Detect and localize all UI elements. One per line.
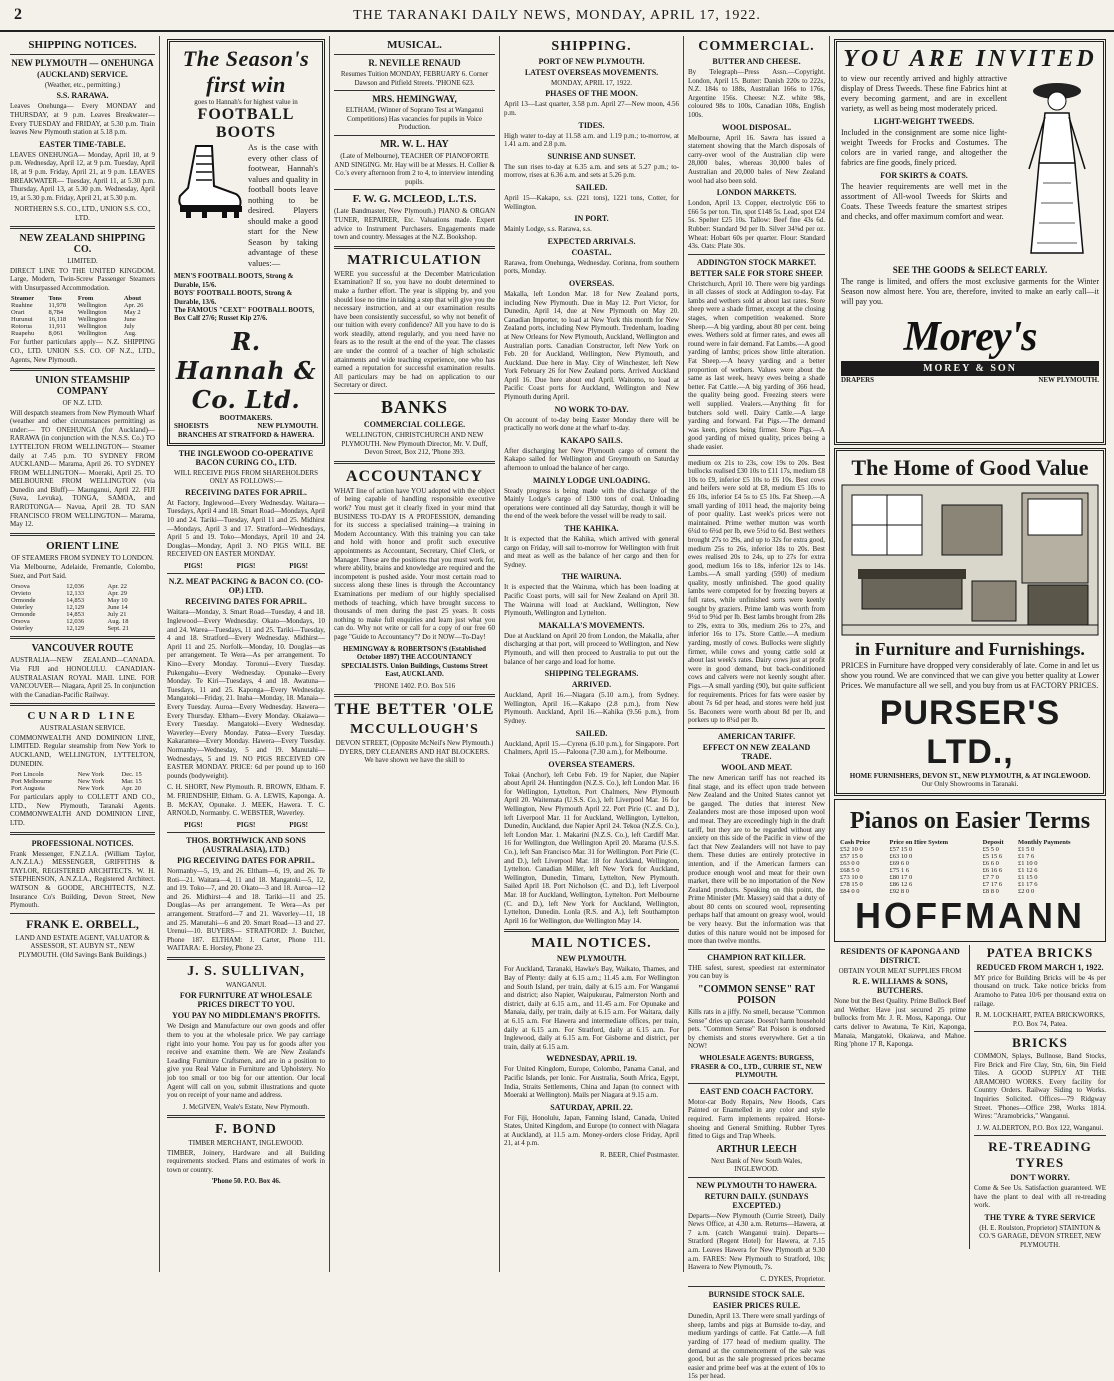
- eastend-heading: EAST END COACH FACTORY.: [699, 1086, 814, 1096]
- table-row: Hurunui 16,118 Wellington June: [11, 316, 136, 324]
- table-row: Port Lincoln New York Dec. 15: [11, 771, 142, 779]
- table-row: Ruapehu 8,061 Wellington Aug.: [11, 330, 137, 338]
- cunard-body: COMMONWEALTH AND DOMINION LINE, LIMITED. Regular steamship from New York to AUCKLAND, WELLINGTON, LYTTELTON, DUNEDIN.: [10, 733, 155, 768]
- column-shipping-notices: [6, 36, 160, 1272]
- sailed2-heading: SAILED.: [575, 728, 608, 738]
- hannah-right: NEW PLYMOUTH.: [257, 422, 318, 431]
- coastal-body: Rarawa, from Onehunga, Wednesday. Corinna, from southern ports, Monday.: [504, 258, 679, 276]
- piano-table-header: Price on Hire System: [889, 838, 949, 846]
- column-commercial: [684, 36, 830, 1381]
- rat-name: "COMMON SENSE" RAT POISON: [697, 984, 816, 1007]
- hawera-title: NEW PLYMOUTH TO HAWERA.: [696, 1180, 817, 1190]
- market-body: medium ox 21s to 23s, cow 19s to 20s. Best bullocks realised £30 10s to £11 17s, medium £8 10s to £9, inferior £5 10s to £6 10s. Best cows and heifers were sold at £8, medium £5 10s to £6 10s, inferior £4 5s to £5 10s. Fat Sheep.—A small yarding of 1011 head, the majority being of poor quality. Last week's prices were not maintained. Prime wether mutton was worth 6¼d to 6½d per lb, ewe 5½d to 6d. Best wethers brought 27s to 29s, and up to 32s for extra good, medium 25s to 26s, inferior 18s to 20s. Best ewes realised 20s to 24s, up to 27s for extra good, medium 16s to 18s, inferior 12s to 14s. Lambs.—A small yarding (590) of medium quality, mostly unfinished. The good quality lambs were competed for by freezing buyers at full rates, while unfinished sorts were keenly sought by graziers. Prime lamb was worth from 9½d to 9¾d per lb. Best lambs brought from 28s to 29s, extra to 30s, medium 26s to 27s, and inferior 16s to 17s. Store Cattle.—A medium yarding, mostly of cows. Bullocks were slightly firmer, while cows and young cattle sold at about last week's rates. Dairy cows just at profit were in good demand, but back-conditioned cows and calvers were not keenly sought after. Pigs.—A small yarding (90), but quite sufficient for requirements. Prices for fats were easier by about 7s 6d per head, and stores were held just 5s. Baconers were worth about 8d per lb, and porkers up to 8¼d per lb.: [688, 458, 825, 725]
- moreys-sub: MOREY & SON: [841, 361, 1099, 376]
- borthwick-body: Normanby—5, 19, and 26. Eltham—6, 19, and 26. Te Roti—21. Waitara—4, 11 and 18. Mangatoki—5, 12, and 19. Toko—7, and 20. Okato—3 and 18. Auroa—12 and 26. Midhirst—4 and 18. Tariki—11 and 25. Douglas—As per arrangement. Te Wera—As per arrangement. Stratford—7 and 21. Waverley—11, 18 and 25. Manutahi—6 and 20. Smart Road—13 and 27. Urenui—10. BUYERS— STRATFORD: J. Butcher, Phone 187. ELTHAM: J. Carter, Phone 111. WAITARA: E. Horsley, Phone 23.: [167, 867, 325, 953]
- rat-heading: CHAMPION RAT KILLER.: [707, 952, 806, 962]
- patea-title: PATEA BRICKS: [986, 944, 1094, 960]
- lw-heading: LIGHT-WEIGHT TWEEDS.: [873, 117, 975, 126]
- wairuna-heading: THE WAIRUNA.: [561, 572, 622, 582]
- invited-body: to view our recently arrived and highly attractive display of Dress Tweeds. These fine Fabrics hint at every becoming garment, and are in excellent variety, as well as being most moderately priced.: [841, 74, 1007, 113]
- moreys-ad: [834, 39, 1106, 445]
- hemingway-robertson: HEMINGWAY & ROBERTSON'S (Established October 1897) THE ACCOUNTANCY SPECIALISTS. Union Buildings, Customs Street East, AUCKLAND.: [341, 644, 488, 679]
- hemingway-title: MRS. HEMINGWAY,: [372, 94, 457, 105]
- london-heading: LONDON MARKETS.: [716, 188, 797, 198]
- addington-heading: ADDINGTON STOCK MARKET.: [697, 257, 816, 267]
- accountancy-body: WHAT line of action have YOU adopted with the object of being capable of handling responsible executive work? You must get it clearly fixed in your mind that BUSINESS TO-DAY IS A PROFESSION, demanding for its success a specialised training—a training in Modern Accountancy. With this training you can take and hold with honor and profit such executive appointments as Accountant, Secretary, Chief Clerk, or Manager. These are the positions that you must work for, where ability, brains and knowledge are required and the incompetent is pushed aside. Your most certain road to success along these lines is through the Accountancy Examinations per medium of our highly specialised methods of teaching, which have brought success to thousands of men during the past 25 years. It costs nothing to make full enquiries and learn just what you can do. Why not write or call for a copy of our free 60 page "Guide to Accountancy"? Do it NOW—To-Day!: [334, 486, 495, 641]
- pigs-label: PIGS!: [289, 820, 308, 829]
- sullivan-place: WANGANUI.: [225, 981, 267, 990]
- piano-table: [839, 839, 1101, 895]
- matric-body: WERE you successful at the December Matriculation Examination? If so, you have no doubt determined to make a further effort. The year is slipping by, and you should lose no time in taking a step that will give you the necessary instruction, and at our examination results have been consistently successful, so why not benefit of our tuition with every confidence? All you have to do is work steadily, attend regularly, and you need have no fears as to the result at the end of the year. The classes are under the control of a teacher of high scholastic attainments and wide teaching experience, one who has earned a reputation for successful examination results. All particulars may be had on application to our Secretary or direct.: [334, 269, 495, 390]
- rat-body2: Kills rats in a jiffy. No smell, because "Common Sense" dries up carcase. Doesn't harm household pets. "Common Sense" Rat Poison is endorsed by chemists and stores everywhere. Get a tin NOW!: [688, 1008, 825, 1051]
- page-number: 2: [14, 6, 22, 23]
- moreys-logo: Morey's: [903, 314, 1037, 360]
- table-row: Port Augusta New York Apr. 20: [11, 785, 142, 793]
- boot-price: The FAMOUS "CEXT" FOOTBALL BOOTS, Box Calf 27/6; Russet Kip 27/6.: [174, 306, 315, 323]
- orbell-title: FRANK E. ORBELL,: [26, 916, 139, 931]
- orient-table: [10, 583, 155, 632]
- vancouver-title: VANCOUVER ROUTE: [31, 643, 134, 655]
- table-row: £57 15 0 £63 10 0 £5 15 6 £1 7 6: [840, 852, 1035, 860]
- inport-body: Mainly Lodge, s.s. Rarawa, s.s.: [504, 225, 592, 234]
- oversteamers-heading: OVERSEA STEAMERS.: [548, 759, 635, 769]
- kakapo-body: After discharging her New Plymouth cargo of cement the Kakapo sailed for Wellington and Greymouth on Saturday afternoon to unload the balance of her cargo.: [504, 446, 679, 473]
- piano-table-header: Monthly Payments: [1018, 838, 1071, 846]
- oversteamers-body: Tokai (Anchor), left Cebu Feb. 19 for Napier, due Napier about April 24. Huntingdon (N.Z.S. Co.), left London Mar. 16 for Wellington, Lyttelton, Port Chalmers, New Plymouth April 20. Waitemata (U.S.S. Co.), left Liverpool Mar. 16 for Wellington, New Plymouth April 22. Port Pirie (C. and D.), left Liverpool Mar. 11 for Auckland, Wellington, Lyttelton, Dunedin, Auckland, due Napier April 24. Tekoa (N.Z.S. Co.), left London Mar. 1. Makarini (N.Z.S. Co.), left Cardiff Mar. 16 for Wellington, due Wellington April 20. Marama (U.S.S. Co.), left San Francisco Mar. 31 for Wellington. Port Pirie (C. and D.), left Liverpool Mar. 18 for Auckland, Wellington, Lyttelton. Canadian Miller, left New York for Auckland, Wellington, Dunedin, Timaru, Lyttelton, New Plymouth. Sailed April 18. Port Nicholson (C. and D.), left Liverpool Mar. 18 for Auckland, Wellington, Lyttelton. Port Melbourne (C. and D.), left New York for Auckland, Wellington, Lyttelton, Dunedin. Lonla (R.S. and A.), left Southampton April 16 for Wellington, due Wellington May 14.: [504, 770, 679, 925]
- table-row: Orsova 12,036 Apr. 22: [11, 583, 128, 591]
- wairuna-body: It is expected that the Wairuna, which has been loading at Pacific Coast ports, will sail for New Zealand on April 30. The Wairuna will load at Auckland, Wellington, New Plymouth, Wellington and Lyttelton.: [504, 583, 679, 618]
- hemingway-footer: 'PHONE 1402. P.O. Box 516: [373, 681, 456, 690]
- tariff-sub2: WOOL AND MEAT.: [720, 762, 793, 772]
- union-body: Will despatch steamers from New Plymouth Wharf (weather and other circumstances permitting) as under:— TO ONEHUNGA (for Auckland)— RARAWA (in conjunction with the N.S.S. Co.) TO LYTTELTON FROM WELLINGTON— Steamer daily at 7.45 p.m. TO SYDNEY FROM AUCKLAND— Marama, April 26. TO SYDNEY FROM WELLINGTON— Moeraki, April 25. TO MELBOURNE FROM WELLINGTON (via Dunedin and Bluff)— Maunganui, April 22. FIJI (Suva, Levuka), TONGA, SAMOA, and RAROTONGA— Navua, April 28. TO SAN FRANCISCO FROM WELLINGTON— Marama, May 12.: [10, 408, 155, 529]
- easter-timetable-body: LEAVES ONEHUNGA— Monday, April 10, at 9 p.m. Wednesday, April 12, at 9 p.m. Tuesday, April 18, at 9 p.m. Friday, April 21, at 9 p.m. LEAVES BREAKWATER— Tuesday, April 11, at 5.30 p.m. Thursday, April 13, at 5.30 p.m. Wednesday, April 19, at 5.30 p.m. Friday, April 21, at 5.30 p.m.: [10, 150, 155, 202]
- patea-owner: R. M. LOCKHART, PATEA BRICKWORKS, P.O. Box 74, Patea.: [975, 1011, 1105, 1028]
- kaponga-body: OBTAIN YOUR MEAT SUPPLIES FROM: [838, 966, 962, 975]
- pigs-label: PIGS!: [289, 562, 308, 571]
- makalla-body: Due at Auckland on April 20 from London, the Makalla, after discharging at that port, will proceed to Wellington, and New Plymouth, and will then proceed to Australia to put out the balance of her cargo and load for home.: [504, 631, 679, 666]
- table-row: Osterley 12,129 June 14: [11, 604, 128, 612]
- kaponga-body2: None but the Best Quality. Prime Bullock Beef and Wether. Have just secured 25 prime bullocks from Mr. J. R. Moss, Kaponga. Our carts deliver to Awatuna, Te Kiri, Kaponga, Manaia, Mangatoki, Okaiawa, and Mahoe. Ring 'phone 17 R, Kaponga.: [834, 997, 966, 1049]
- kaponga-firm: R. E. WILLIAMS & SONS, BUTCHERS.: [852, 977, 948, 996]
- wool-body: Melbourne, April 16. Sawra has issued a statement showing that the March disposals of carry-over wool of the Australian clip were 28,000 bales, whereas 30,000 bales of Australian and 20,000 bales of New Zealand wool had also been sold.: [688, 133, 825, 185]
- hoffmann-ad: [834, 799, 1106, 942]
- arrived-heading: ARRIVED.: [571, 680, 612, 690]
- union-sub: OF N.Z. LTD.: [62, 399, 103, 408]
- coastal-heading: COASTAL.: [571, 247, 612, 257]
- table-row: £63 0 0 £69 6 0 £6 6 0 £1 10 0: [840, 859, 1038, 867]
- banks-body: WELLINGTON, CHRISTCHURCH AND NEW PLYMOUTH. New Plymouth Director, Mr. V. Duff, Devon Street, Box 212, 'Phone 393.: [341, 431, 488, 457]
- nzmeat-agents: C. H. SHORT, New Plymouth. R. BROWN, Eltham. F. M. FRIENDSHIP, Eltham. G. A. LEWIS, Kaponga. A. B. McKAY, Opunake. J. MEEK, Hawera. T. C. ARNOLD, Normanby. C. WEBSTER, Waverley.: [167, 783, 325, 818]
- table-row: £78 15 0 £86 12 6 £7 17 6 £1 17 6: [840, 880, 1038, 888]
- hannah-ad-body: As is the case with every other class of footwear, Hannah's values and quality in football boots leave nothing to be desired. Players should make a good start for the New Season by taking advantage of these values:—: [248, 143, 318, 268]
- addington-sub: BETTER SALE FOR STORE SHEEP.: [690, 268, 823, 278]
- onehunga-weather: (Weather, etc., permitting.): [44, 81, 121, 89]
- pianos-heading: Pianos on Easier Terms: [849, 807, 1091, 834]
- pursers-logo: PURSER'S LTD.,: [879, 694, 1061, 771]
- shipping-notices-heading: SHIPPING NOTICES.: [28, 39, 137, 51]
- union-title: UNION STEAMSHIP COMPANY: [35, 375, 130, 398]
- mcleod-title: F. W. G. MCLEOD, L.T.S.: [352, 193, 477, 206]
- patea-sub: REDUCED FROM MARCH 1, 1922.: [976, 962, 1104, 972]
- hoffmann-logo: HOFFMANN: [855, 894, 1085, 936]
- select-heading: SEE THE GOODS & SELECT EARLY.: [892, 265, 1048, 275]
- table-row: Ormonde 14,853 July 21: [11, 611, 127, 619]
- woman-figure-icon: [1013, 73, 1099, 263]
- orbell-body: LAND AND ESTATE AGENT, VALUATOR & ASSESSOR, ST. AUBYN ST., NEW PLYMOUTH. (Old Savings Bank Buildings.): [15, 933, 150, 959]
- easter-timetable-heading: EASTER TIME-TABLE.: [39, 139, 126, 149]
- addington-body: Christchurch, April 10. There were big yardings in all classes of stock at Addington to-day. Fat lambs and wethers sold at about last rates. Store sheep were a shade firmer, except at the closing stages, when competition weakened. Store Sheep.—A big yarding, about 80 per cent. being ewes. Wethers sold at firmer rates, and ewes all round were in fair demand. Fat Lambs.—A good yarding of lambs; prices show little alteration. Fat Sheep.—A heavy yarding and a better proportion of wethers. Values were about the same as last week, heavy ewes being a shade better. Fat Cattle.—A big yarding of 366 head, the quality being good. Freezing steers were well supplied. Vealers.—Anything fit for butchers sold well. Dairy Cattle.—A large yarding and forward. Fat Pigs.—The demand was keen, prices being firmer. Store Pigs.—A good yarding of mixed quality, prices being a shade easier.: [688, 279, 825, 451]
- banks-sub: COMMERCIAL COLLEGE.: [363, 420, 466, 430]
- pigs-label: PIGS!: [236, 562, 256, 571]
- hay-title: MR. W. L. HAY: [380, 138, 449, 150]
- borthwick-title: THOS. BORTHWICK AND SONS (AUSTRALASIA), LTD.): [186, 836, 306, 855]
- onehunga-title: NEW PLYMOUTH — ONEHUNGA: [11, 58, 154, 68]
- phases-body: April 13—Last quarter, 3.58 p.m. April 27—New moon, 4.56 p.m.: [504, 100, 679, 117]
- nowork-body: On account of to-day being Easter Monday there will be practically no work done at the wharf to-day.: [504, 415, 679, 433]
- onehunga-ship: S.S. RARAWA.: [56, 91, 109, 101]
- kahika-body: It is expected that the Kahika, which arrived with general cargo on Friday, will sail to-morrow for Wellington with fruit and meat as well as the balance of her cargo and then for Sydney.: [504, 535, 679, 569]
- nz-table-header: About: [123, 295, 142, 303]
- hannah-ad-lead: goes to Hannah's for highest value in: [194, 98, 298, 106]
- nz-shipping-title: NEW ZEALAND SHIPPING CO.: [19, 233, 146, 256]
- bond-footer: 'Phone 50. P.O. Box 46.: [211, 1177, 281, 1186]
- butter-body: By Telegraph—Press Assn.—Copyright. London, April 15. Butter: Danish 220s to 222s, N.Z. 184s to 188s, Australian 166s to 176s, Argentine 156s. Cheese: N.Z. white 98s, coloured 98s to 100s, Canadian 108s, English 100s.: [688, 68, 825, 119]
- table-row: Rotorua 11,911 Wellington July: [11, 323, 135, 331]
- tariff-heading: AMERICAN TARIFF.: [717, 731, 796, 741]
- masthead-title: THE TARANAKI DAILY NEWS, MONDAY, APRIL 17, 1922.: [353, 8, 761, 23]
- hawera-prop: C. DYKES, Proprietor.: [760, 1274, 825, 1283]
- furniture-room-icon: [842, 485, 1098, 635]
- renaud-title: R. NEVILLE RENAUD: [368, 58, 461, 68]
- table-row: Orsova 12,036 Aug. 18: [11, 618, 129, 626]
- cunard-table: [10, 771, 155, 792]
- mccullough-title: MCCULLOUGH'S: [350, 722, 479, 738]
- retread-title: RE-TREADING TYRES: [988, 1139, 1092, 1171]
- tides-heading: TIDES.: [578, 120, 605, 130]
- skirts-body: The heavier requirements are well met in the assortment of All-wool Tweeds for Skirts and Coats. These Tweeds feature the smartest stripes and checks, and offer maximum comfort and wear.: [841, 182, 1007, 221]
- phases-heading: PHASES OF THE MOON.: [545, 89, 638, 99]
- wed-heading: WEDNESDAY, APRIL 19.: [546, 1054, 637, 1064]
- mccullough-body: DEVON STREET, (Opposite McNeil's New Plymouth.) DYERS, DRY CLEANERS AND HAT BLOCKERS. We have shown we have the skill to: [335, 739, 494, 765]
- coop-body: At Factory, Inglewood—Every Wednesday. Waitara—Tuesdays, April 4 and 18. Smart Road—Mondays, April 10 and 24. Tariki—Tuesday, April 11 and 25. Midhirst—Mondays, April 3 and 17. Stratford—Wednesdays, April 5 and 19. Toko—Mondays, April 10 and 24. Douglas—Monday, April 3. NO PIGS WILL BE RECEIVED ON EASTER MONDAY.: [167, 498, 325, 559]
- onehunga-footer: NORTHERN S.S. CO., LTD., UNION S.S. CO., LTD.: [14, 205, 151, 222]
- kaponga-title: RESIDENTS OF KAPONGA AND DISTRICT.: [840, 946, 960, 965]
- sailed-body: April 15—Kakapo, s.s. (221 tons), 1221 tons, Cotter, for Wellington.: [504, 193, 679, 211]
- coop-heading: RECEIVING DATES FOR APRIL.: [185, 487, 307, 497]
- mail-body: For Auckland, Taranaki, Hawke's Bay, Waikato, Thames, and Bay of Plenty: daily at 6.15 a.m.; 11.45 a.m. For Wellington and South Island, per train, daily at 6.15 a.m. For Wanganui and district; also Napier, Waipukurau, Palmerston North and district, daily at 6.15 a.m., and 11.45 a.m. For Opunake and Manaia, daily, per train, daily at 6.15 a.m. For Waitara, daily at 6.15 a.m. For Hawera and intermediate offices, per train, daily at 6.15 a.m. For Stratford, daily at 6.15 a.m. For Inglewood, daily at 6.15 a.m. For Gisborne and district, per train, daily at 6.15 a.m.: [504, 965, 679, 1051]
- retread-owner: (H. E. Roulston, Proprietor) STAINTON & CO.'S GARAGE, DEVON STREET, NEW PLYMOUTH.: [979, 1223, 1101, 1249]
- mail-heading: MAIL NOTICES.: [531, 936, 652, 952]
- nz-table-header: Steamer: [11, 295, 35, 303]
- butter-heading: BUTTER AND CHEESE.: [712, 57, 801, 66]
- column-hannah-ads: [163, 36, 330, 1272]
- coop-sub: WILL RECEIVE PIGS FROM SHAREHOLDERS ONLY AS FOLLOWS:—: [173, 469, 319, 486]
- burnside-heading: BURNSIDE STOCK SALE.: [708, 1290, 805, 1300]
- borthwick-heading: PIG RECEIVING DATES FOR APRIL.: [177, 856, 315, 866]
- retread-body: Come & See Us. Satisfaction guaranteed. WE have the plant to deal with all re-treading work.: [974, 1184, 1106, 1210]
- boot-price: MEN'S FOOTBALL BOOTS, Strong & Durable, 15/6.: [174, 272, 294, 289]
- table-row: Ormonde 14,853 May 10: [11, 597, 128, 605]
- mainly-heading: MAINLY LODGE UNLOADING.: [533, 475, 650, 485]
- cunard-footer: For particulars apply to COLLETT AND CO., LTD., New Plymouth, Taranaki Agents. COMMONWEALTH AND DOMINION LINE, LTD.: [10, 793, 155, 827]
- pursers-sub: HOME FURNISHERS, DEVON ST., NEW PLYMOUTH, & AT INGLEWOOD.: [849, 772, 1091, 780]
- tides-body: High water to-day at 11.58 a.m. and 1.19 p.m.; to-morrow, at 1.41 a.m. and 2.8 p.m.: [504, 131, 679, 149]
- banks-title: BANKS: [380, 397, 448, 418]
- table-row: Orvieto 12,133 Apr. 29: [11, 590, 128, 598]
- hannah-ad: [167, 39, 325, 446]
- column-shipping-news: [500, 36, 684, 1272]
- skirts-heading: FOR SKIRTS & COATS.: [880, 171, 968, 180]
- piano-table-header: Cash Price: [840, 838, 871, 846]
- cunard-sub: AUSTRALASIAN SERVICE.: [39, 724, 126, 733]
- table-row: Orari 8,784 Wellington May 2: [11, 309, 141, 317]
- makalla-heading: MAKALLA'S MOVEMENTS.: [538, 620, 645, 630]
- hannah-football-heading: FOOTBALL BOOTS: [197, 106, 295, 142]
- mail-sub: NEW PLYMOUTH.: [556, 954, 627, 964]
- masthead: [0, 0, 1114, 32]
- hannah-left: SHOEISTS: [174, 422, 209, 431]
- sat-heading: SATURDAY, APRIL 22.: [550, 1102, 633, 1112]
- nowork-heading: NO WORK TO-DAY.: [554, 404, 629, 414]
- cunard-title: CUNARD LINE: [27, 710, 138, 723]
- telegrams-heading: SHIPPING TELEGRAMS.: [544, 669, 639, 679]
- furnishings-heading: in Furniture and Furnishings.: [855, 639, 1085, 659]
- pursers-note: Our Only Showrooms in Taranaki.: [921, 780, 1019, 789]
- orient-body: Via Melbourne, Adelaide, Fremantle, Colombo, Suez, and Port Said.: [10, 563, 155, 580]
- table-row: £52 10 0 £57 15 0 £5 5 0 £1 5 0: [840, 845, 1035, 853]
- nz-table-header: Tons: [48, 295, 62, 303]
- arrived-body: Auckland, April 16.—Niagara (5.10 a.m.), from Sydney. Wellington, April 16.—Kakapo (2.8 p.m.), from New Plymouth. Auckland, April 16.—Kahika (9.56 p.m.), from Sydney.: [504, 691, 679, 725]
- nz-shipping-body: DIRECT LINE TO THE UNITED KINGDOM. Large, Modern, Twin-Screw Passenger Steamers with Unsurpassed Accommodation.: [10, 266, 155, 292]
- table-row: £73 10 0 £80 17 0 £7 7 0 £1 15 0: [840, 873, 1038, 881]
- kakapo-heading: KAKAPO SAILS.: [560, 435, 623, 445]
- bricks-owner: J. W. ALDERTON, P.O. Box 122, Wanganui.: [976, 1123, 1104, 1132]
- hemingway-body: ELTHAM, (Winner of Soprano Test at Wanganui Competitions) Has vacancies for pupils in Voice Production.: [345, 106, 484, 132]
- sullivan-body: We Design and Manufacture our own goods and offer them to you at the wholesale price. We pay carriage right into your home. You pay us for goods after you receive and examine them. We are New Zealand's Leading Furniture Craftsmen, and are in a position to give you Real Value in Furniture and Upholstery. No job too small or too big for our attention. Our local Agent will call on you, submit illustrations and quote you on receipt of your name and address.: [167, 1022, 325, 1100]
- hannah-logo: R. Hannah & Co. Ltd.: [175, 326, 317, 414]
- sun-heading: SUNRISE AND SUNSET.: [547, 151, 636, 161]
- nz-shipping-sub: LIMITED.: [67, 257, 98, 266]
- sullivan-agent: J. McGIVEN, Veale's Estate, New Plymouth.: [182, 1102, 310, 1111]
- nzmeat-body: Waitara—Monday, 3. Smart Road—Tuesday, 4 and 18. Inglewood—Every Wednesday. Okato—Mondays, 10 and 24. Warea—Tuesdays, 11 and 25. Tariki—Tuesday, 4 and 18. Stratford—Every Wednesday. Midhirst—April 11 and 25. Norfolk—Monday, 10. Douglas—as per arrangement. Te Wera—As per arrangement. To Kino—Every Monday. Toronui—Every Tuesday. Pukengahu—Every Wednesday. Opunake—Every Monday. Te Kiri—Tuesdays, 4 and 18. Awatuna—Tuesdays, 11 and 25. Kaponga—Every Wednesday. Mangatoki—Friday, 21. Inaha—Monday, 18. Manaia—Every Tuesday. Auroa—Every Wednesday. Hawera—Every Thursday. Eltham—Every Monday. Okaiawa—Every Tuesday. Mangatoki—Every Wednesday. Waverley—Every Monday. Patea—Every Tuesday. Kakaramea—Every Monday. Hawera—Every Tuesday. Normanby—Wednesday, 5 and 19. Manutahi—Wednesdays, 5 and 19. NO PIGS RECEIVED ON EASTER MONDAY. PRICE: 6d per pound up to 160 pounds (bodyweight).: [167, 608, 325, 780]
- piano-table-header: Deposit: [982, 838, 1004, 846]
- pigs-label: PIGS!: [183, 562, 203, 571]
- rat-agents: WHOLESALE AGENTS: BURGESS, FRASER & CO., LTD., CURRIE ST., NEW PLYMOUTH.: [690, 1054, 823, 1080]
- column-musical-education: [330, 36, 500, 1272]
- postmaster: R. BEER, Chief Postmaster.: [600, 1151, 679, 1160]
- football-boot-icon: [174, 142, 244, 222]
- nz-shipping-footer: For further particulars apply— N.Z. SHIPPING CO., LTD. UNION S.S. CO. OF N.Z., LTD., Agents, New Plymouth.: [10, 338, 155, 364]
- burnside-body: Dunedin, April 13. There were small yardings of sheep, lambs and pigs at Burnside to-day, and medium yardings of cattle. Fat Cattle.—A full yarding of 177 head of medium quality. The demand at the commencement of the sale was good, but as the sale progressed prices became easier and prime beef was at the extent of 10s to 15s per head.: [688, 1312, 825, 1381]
- table-row: Osterley 12,129 Sept. 21: [11, 625, 129, 633]
- nz-table-header: From: [77, 295, 94, 303]
- hannah-branches: BRANCHES AT STRATFORD & HAWERA.: [177, 430, 315, 439]
- hay-body: (Late of Melbourne), TEACHER OF PIANOFORTE AND SINGING. Mr. Hay will be at Messrs. H. Collier & Co.'s every afternoon from 2 to 4, to interview intending pupils.: [334, 151, 495, 186]
- pigs-label: PIGS!: [183, 820, 203, 829]
- kahika-heading: THE KAHIKA.: [564, 524, 619, 533]
- wed-body: For United Kingdom, Europe, Colombo, Panama Canal, and Pacific Islands, per Ionic. For Australia, South Africa, Egypt, India, Straits Settlements, China and Japan (to connect with Moeraki at Wellington). Mails per Niagara at 9.15 a.m.: [504, 1065, 679, 1100]
- leech-title: ARTHUR LEECH: [716, 1143, 797, 1155]
- pigs-label: PIGS!: [236, 820, 256, 829]
- port-heading: PORT OF NEW PLYMOUTH.: [538, 57, 645, 66]
- sullivan-title: J. S. SULLIVAN,: [187, 964, 305, 980]
- onehunga-subtitle: (AUCKLAND) SERVICE.: [37, 70, 128, 79]
- invited-title: YOU ARE INVITED: [843, 46, 1097, 72]
- musical-heading: MUSICAL.: [387, 39, 442, 51]
- hannah-ad-title: The Season's first win: [182, 46, 310, 97]
- overseas-body: Makalla, left London Mar. 18 for New Zealand ports, including New Plymouth. Due in May 12. Port Victor, for Dunedin, April 14, due at New Plymouth on May 20. Canadian Importer, to load at New York this month for New Zealand ports, including New Plymouth. Tredenham, loading at New Orleans for New Plymouth, Auckland, Wellington and Australian ports. Canadian Constructor, left New York on Feb. 20 for Auckland, Wellington, New Plymouth, and Auckland. Due here in May. City of Winchester, left New York February 26 for New Zealand ports. Arrived Auckland April 16. Due here about end April. Waitomo, to load at Pacific Coast ports for Auckland, Wellington and New Plymouth during April.: [504, 289, 679, 402]
- pursers-ad: [834, 448, 1106, 796]
- pursers-body: PRICES in Furniture have dropped very considerably of late. Come in and let us show you round. We are convinced that we can give you better quality at Lower Prices. We manufacture all we sell, and you buy from us at FACTORY PRICES.: [841, 661, 1099, 690]
- rat-body: THE safest, surest, speediest rat exterminator you can buy is: [688, 963, 825, 981]
- latest-heading: LATEST OVERSEAS MOVEMENTS.: [524, 68, 659, 77]
- matric-title: MATRICULATION: [347, 252, 482, 268]
- mainly-body: Steady progress is being made with the discharge of the Mainly Lodge's cargo of 1300 tons of coal. Unloading operations were continued all day Saturday, though it will be the end of the week before the vessel will be ready to sail.: [504, 486, 679, 521]
- london-body: London, April 13. Copper, electrolytic £66 to £66 5s per ton. Tin, spot £148 5s. Lead, spot £24 5s. Spelter £25 10s. Tallow: Beef fine 43s 6d. Rubber: Standard 9d per lb. Silver 34⅝d per oz. Wheat: Hobart 60s per quarter. Flour: Standard 43s. Oats: Plate 30s.: [688, 199, 825, 251]
- vancouver-body: AUSTRALIA—NEW ZEALAND—CANADA. Via FIJI and HONOLULU. CANADIAN-AUSTRALASIAN ROYAL MAIL LINE. FOR VANCOUVER— Niagara, April 25. In conjunction with the Canadian-Pacific Railway.: [10, 656, 155, 699]
- retread-sub: DON'T WORRY.: [1010, 1173, 1070, 1183]
- orient-title: ORIENT LINE: [46, 539, 119, 552]
- sun-body: The sun rises to-day at 6.35 a.m. and sets at 5.27 p.m.; to-morrow, rises at 6.36 a.m. and sets at 5.26 p.m.: [504, 162, 679, 180]
- onehunga-body: Leaves Onehunga— Every MONDAY and THURSDAY, at 9 p.m. Leaves Breakwater— Every TUESDAY and FRIDAY, at 5.30 p.m. Train leaves New Plymouth station at 5.18 p.m.: [10, 102, 155, 137]
- hawera-sub: RETURN DAILY. (SUNDAYS EXCEPTED.): [704, 1191, 809, 1210]
- eastend-body: Motor-car Body Repairs, New Hoods, Cars Painted or Enamelled in any color and style required. Farm implements repaired. Horse-shoeing and General Smithing. Rubber Tyres fitted to Gigs and Trap Wheels.: [688, 1097, 825, 1141]
- tariff-sub: EFFECT ON NEW ZEALAND TRADE.: [702, 742, 811, 761]
- expected-heading: EXPECTED ARRIVALS.: [547, 236, 636, 246]
- moreys-left: DRAPERS: [841, 376, 875, 384]
- moreys-right: NEW PLYMOUTH.: [1038, 376, 1099, 384]
- shipping-heading: SHIPPING.: [551, 39, 632, 54]
- boot-price: BOYS' FOOTBALL BOOTS, Strong & Durable, 13/6.: [174, 289, 293, 306]
- professional-heading: PROFESSIONAL NOTICES.: [31, 838, 134, 848]
- bond-title: F. BOND: [215, 1122, 277, 1138]
- table-row: Ruahine 11,978 Wellington Apr. 26: [11, 302, 144, 310]
- sullivan-sub: YOU PAY NO MIDDLEMAN'S PROFITS.: [172, 1011, 320, 1021]
- burnside-sub: EASIER PRICES RULE.: [712, 1301, 801, 1311]
- bond-body: TIMBER, Joinery, Hardware and all Building requirements stocked. Plans and estimates of work in town or country.: [167, 1148, 325, 1174]
- bond-sub: TIMBER MERCHANT, INGLEWOOD.: [188, 1139, 304, 1148]
- inport-heading: IN PORT.: [574, 214, 609, 224]
- nzmeat-heading: RECEIVING DATES FOR APRIL.: [185, 597, 307, 607]
- commercial-heading: COMMERCIAL.: [698, 39, 815, 54]
- table-row: Port Melbourne New York Mar. 15: [11, 778, 142, 786]
- lw-body: Included in the consignment are some nice light-weight Tweeds for Frocks and Costumes. The colors are in varied range, and altogether the fabrics are fine goods, finely priced.: [841, 128, 1007, 167]
- better-ole-title: THE BETTER 'OLE: [334, 701, 495, 719]
- patea-body: MY price for Building Bricks will be 4s per thousand on truck. Take notice bricks from Aramoho to Patea 10/6 per thousand extra on railage.: [974, 973, 1106, 1008]
- retread-firm: THE TYRE & TYRE SERVICE: [984, 1212, 1096, 1222]
- column-display-ads: [830, 36, 1110, 1272]
- nzmeat-title: N.Z. MEAT PACKING & BACON CO. (CO-OP.) LTD.: [168, 577, 324, 596]
- sailed2-body: Auckland, April 15.—Cyrena (6.10 p.m.), for Singapore. Port Chalmers, April 15.—Paloona (7.30 a.m.), for Melbourne.: [504, 739, 679, 757]
- professional-body: Frank Messenger, F.N.Z.I.A. (William Taylor, A.N.Z.I.A.) MESSENGER, GRIFFITHS & TAYLOR, REGISTERED ARCHITECTS. W. H. STEPHENSON, A.N.Z.I.A., Registered Architect. WATSON & GOODE, ARCHITECTS, N.Z. Insurance Co's Building, Devon Street, New Plymouth.: [10, 849, 155, 910]
- table-row: £84 0 0 £92 8 0 £8 8 0 £2 0 0: [840, 887, 1035, 895]
- renaud-body: Resumes Tuition MONDAY, FEBRUARY 6. Corner Dawson and Pitfield Streets. 'PHONE 623.: [340, 70, 489, 87]
- sullivan-lead: FOR FURNITURE AT WHOLESALE PRICES DIRECT TO YOU.: [179, 991, 313, 1010]
- sailed-heading: SAILED.: [575, 182, 608, 192]
- hannah-tag: BOOTMAKERS.: [219, 413, 273, 422]
- coop-title: THE INGLEWOOD CO-OPERATIVE BACON CURING CO., LTD.: [178, 449, 314, 468]
- nz-shipping-table: [10, 295, 155, 337]
- accountancy-title: ACCOUNTANCY: [346, 467, 483, 485]
- sat-body: For Fiji, Honolulu, Japan, Fanning Island, Canada, United States, United Kingdom, and Europe (to connect with Niagara at Auckland), at 11.5 a.m. Money-orders close Friday, April 21, at 4 p.m.: [504, 1113, 679, 1148]
- mcleod-body: (Late Bandmaster, New Plymouth.) PIANO & ORGAN TUNER, REPAIRER, Etc. Valuations made. Expert advice to Instrument Purchasers. Engagements made town and country. Messages at the N.Z. Bookshop.: [334, 207, 495, 242]
- hawera-body: Departs—New Plymouth (Currie Street), Daily News Office, at 4.30 a.m. Returns—Hawera, at 7 a.m. (catch Wanganui train). Departs—Stratford (Regent Hotel) for Hawera, at 7.15 a.m. Leaves Hawera for New Plymouth at 9.30 a.m. FARES: New Plymouth to Stratford, 10s; Hawera to New Plymouth, 7s.: [688, 1211, 825, 1272]
- bricks-title: BRICKS: [1012, 1035, 1068, 1050]
- overseas-heading: OVERSEAS.: [568, 278, 615, 288]
- select-body: The range is limited, and offers the most exclusive garments for the Winter Season now almost here. You are, therefore, invited to make an early call—it will pay you.: [841, 277, 1099, 306]
- tariff-body: The new American tariff has not reached its final stage, and its effect upon trade between New Zealand and the United States cannot yet be gauged. The duties that interest New Zealanders most are those imposed upon wool and meat. They are exceedingly high in the draft tariff, but they are to be regarded without any anxiety on this side of the Pacific in view of the fact that New Zealanders will not have to pay them. These duties are entirely protective in intention, and if the American farmers can produce enough wool and meat for their own market, there will be no importation of the New Zealand products. Speaking on this point, the Prime Minister (Mr. Massey) said that a duty of about 80 cents on scoured wool, representing perhaps half that amount on greasy wool, would be very heavy. But the information was that duties of this nature would not be imposed for more than twelve months.: [688, 773, 825, 946]
- bricks-body: COMMON, Splays, Bullnose, Band Stocks, Fire Brick and Fire Clay, Stn, 6in, 9in Field Tiles. A GOOD SUPPLY AT THE ARAMOHO WORKS. Every facility for Country Orders. Railway Siding to Works. Inquiries Solicited. Offices—79 Ridgway Street. 'Phones—Office 298, Works 1814. Wires: "Aramobricks," Wanganui.: [974, 1052, 1106, 1121]
- date-line: MONDAY, APRIL 17, 1922.: [550, 79, 633, 87]
- orient-sub: OF STEAMERS FROM SYDNEY TO LONDON.: [11, 553, 154, 562]
- good-value-heading: The Home of Good Value: [851, 455, 1089, 480]
- leech-body: Next Bank of New South Wales, INGLEWOOD.: [710, 1156, 803, 1174]
- table-row: £68 5 0 £75 1 6 £6 16 6 £1 12 6: [840, 866, 1038, 874]
- wool-heading: WOOL DISPOSAL.: [721, 122, 792, 132]
